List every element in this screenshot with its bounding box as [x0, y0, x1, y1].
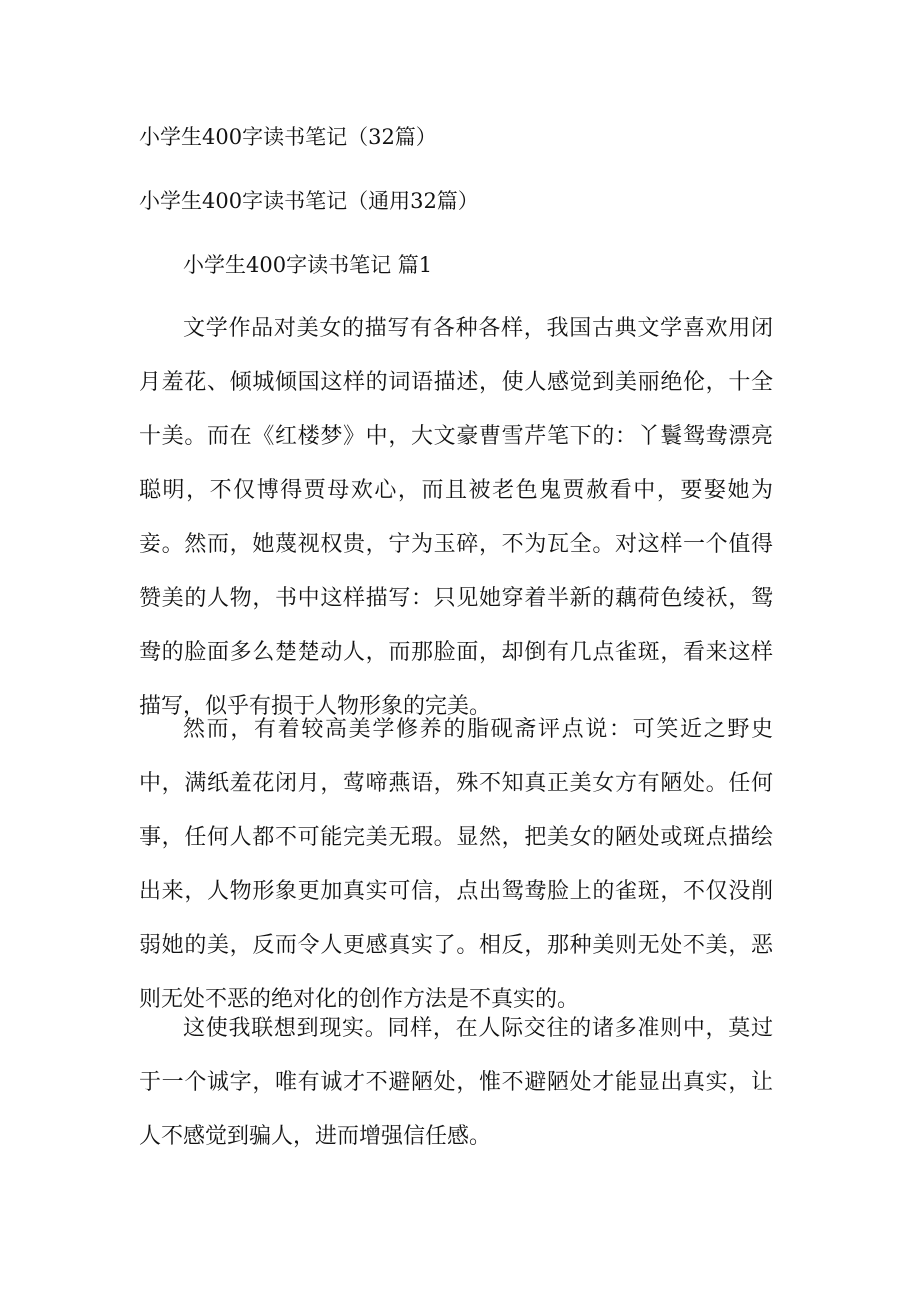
- document-subtitle: 小学生400字读书笔记（通用32篇）: [139, 189, 479, 213]
- document-title: 小学生400字读书笔记（32篇）: [139, 125, 437, 149]
- paragraph-3: 这使我联想到现实。同样，在人际交往的诸多准则中，莫过于一个诚字，唯有诚才不避陋处，惟不避陋处才能显出真实，让人不感觉到骗人，进而增强信任感。: [139, 1016, 773, 1149]
- paragraph-2: 然而，有着较高美学修养的脂砚斋评点说：可笑近之野史中，满纸羞花闭月，莺啼燕语，殊不知真正美女方有陋处。任何事，任何人都不可能完美无瑕。显然，把美女的陋处或斑点描绘出来，人物形象更加真实可信，点出鸳鸯脸上的雀斑，不仅没削弱她的美，反而令人更感真实了。相反，那种美则无处不美，恶则无处不恶的绝对化的创作方法是不真实的。: [139, 717, 773, 1012]
- section-heading: 小学生400字读书笔记 篇1: [183, 253, 433, 277]
- paragraph-1: 文学作品对美女的描写有各种各样，我国古典文学喜欢用闭月羞花、倾城倾国这样的词语描述，使人感觉到美丽绝伦，十全十美。而在《红楼梦》中，大文豪曹雪芹笔下的：丫鬟鸳鸯漂亮聪明，不仅博得贾母欢心，而且被老色鬼贾赦看中，要娶她为妾。然而，她蔑视权贵，宁为玉碎，不为瓦全。对这样一个值得赞美的人物，书中这样描写：只见她穿着半新的藕荷色绫袄，鸳鸯的脸面多么楚楚动人，而那脸面，却倒有几点雀斑，看来这样描写，似乎有损于人物形象的完美。: [139, 316, 773, 719]
